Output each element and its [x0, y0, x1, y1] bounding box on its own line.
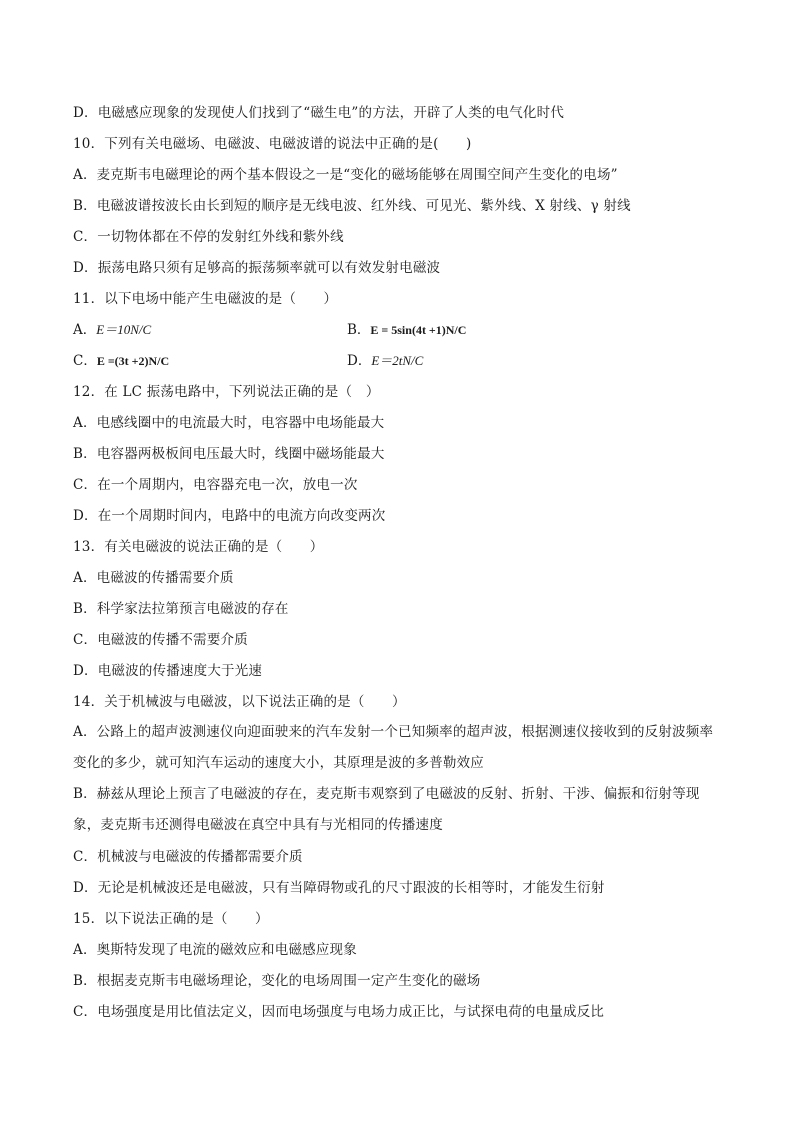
question-13-option-a: A．电磁波的传播需要介质 — [73, 570, 234, 586]
question-15-stem: 15．以下说法正确的是（ ） — [73, 911, 269, 927]
question-15-option-a: A．奥斯特发现了电流的磁效应和电磁感应现象 — [73, 942, 357, 958]
option-formula: E＝2tN/C — [371, 353, 424, 368]
question-10-option-b: B．电磁波谱按波长由长到短的顺序是无线电波、红外线、可见光、紫外线、X 射线、γ 射线 — [73, 198, 631, 214]
question-12-option-a: A．电感线圈中的电流最大时，电容器中电场能最大 — [73, 415, 385, 431]
option-formula: E＝10N/C — [96, 322, 152, 337]
question-14-option-d: D．无论是机械波还是电磁波，只有当障碍物或孔的尺寸跟波的长相等时，才能发生衍射 — [73, 880, 605, 896]
question-10-option-a: A．麦克斯韦电磁理论的两个基本假设之一是“变化的磁场能够在周围空间产生变化的电场” — [73, 167, 618, 183]
option-label: B． — [347, 322, 371, 338]
question-12-option-c: C．在一个周期内，电容器充电一次，放电一次 — [73, 477, 358, 493]
question-9-option-d: D．电磁感应现象的发现使人们找到了“磁生电”的方法，开辟了人类的电气化时代 — [73, 105, 565, 121]
question-13-option-c: C．电磁波的传播不需要介质 — [73, 632, 248, 648]
question-14-option-a: A．公路上的超声波测速仪向迎面驶来的汽车发射一个已知频率的超声波，根据测速仪接收到的反射波频率变化的多少，就可知汽车运动的速度大小，其原理是波的多普勒效应 — [73, 724, 714, 771]
question-14-stem: 14．关于机械波与电磁波，以下说法正确的是（ ） — [73, 694, 406, 710]
question-13-option-d: D．电磁波的传播速度大于光速 — [73, 663, 263, 679]
option-label: D． — [347, 353, 372, 369]
question-13-stem: 13．有关电磁波的说法正确的是（ ） — [73, 539, 324, 555]
question-12-stem: 12．在 LC 振荡电路中，下列说法正确的是（ ） — [73, 384, 380, 400]
option-label: A． — [73, 322, 97, 338]
question-11-option-b — [347, 320, 466, 340]
question-14-option-b: B．赫兹从理论上预言了电磁波的存在，麦克斯韦观察到了电磁波的反射、折射、干涉、偏振和衍射等现象，麦克斯韦还测得电磁波在真空中具有与光相同的传播速度 — [73, 786, 700, 833]
question-12-option-b: B．电容器两极板间电压最大时，线圈中磁场能最大 — [73, 446, 385, 462]
option-label: C． — [73, 353, 97, 369]
question-11-option-a — [73, 320, 151, 340]
question-15-option-b: B．根据麦克斯韦电磁场理论，变化的电场周围一定产生变化的磁场 — [73, 973, 481, 989]
question-13-option-b: B．科学家法拉第预言电磁波的存在 — [73, 601, 289, 617]
option-formula: E = 5sin(4t +1)N/C — [370, 323, 467, 337]
question-10-stem: 10．下列有关电磁场、电磁波、电磁波谱的说法中正确的是( ) — [73, 136, 472, 152]
question-10-option-d: D．振荡电路只须有足够高的振荡频率就可以有效发射电磁波 — [73, 260, 441, 276]
question-15-option-c: C．电场强度是用比值法定义，因而电场强度与电场力成正比，与试探电荷的电量成反比 — [73, 1004, 605, 1020]
question-12-option-d: D．在一个周期时间内，电路中的电流方向改变两次 — [73, 508, 386, 524]
question-11-option-d — [347, 351, 423, 371]
question-11-stem: 11．以下电场中能产生电磁波的是（ ） — [73, 291, 338, 307]
question-11-option-c — [73, 351, 169, 371]
option-formula: E =(3t +2)N/C — [96, 354, 170, 368]
question-14-option-c: C．机械波与电磁波的传播都需要介质 — [73, 849, 303, 865]
question-10-option-c: C．一切物体都在不停的发射红外线和紫外线 — [73, 229, 344, 245]
